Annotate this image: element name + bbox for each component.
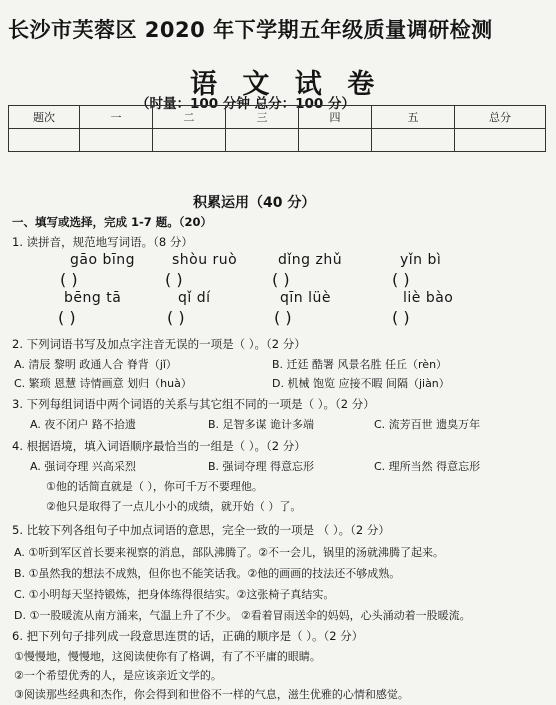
q4-prompt: 4. 根据语境，填入词语顺序最恰当的一组是（ ）。（2 分） xyxy=(12,439,306,453)
pinyin-item: qīn lüè xyxy=(280,290,331,306)
q1-prompt: 1. 读拼音，规范地写词语。（8 分） xyxy=(12,235,193,249)
answer-bracket[interactable]: ( ) xyxy=(167,308,185,327)
exam-title: 长沙市芙蓉区 2020 年下学期五年级质量调研检测 xyxy=(8,18,493,42)
pinyin-item: shòu ruò xyxy=(172,252,238,268)
score-header-cell: 三 xyxy=(226,106,299,129)
score-table-header-row xyxy=(9,106,546,129)
q4-option-b[interactable]: B. 强词夺理 得意忘形 xyxy=(208,460,315,473)
pinyin-item: liè bào xyxy=(403,290,454,306)
score-header-cell: 总分 xyxy=(455,106,546,129)
q4-option-a[interactable]: A. 强词夺理 兴高采烈 xyxy=(30,460,136,473)
score-cell[interactable] xyxy=(80,129,153,152)
score-cell[interactable] xyxy=(153,129,226,152)
score-cell[interactable] xyxy=(372,129,455,152)
q4-sentence-1: ①他的话简直就是（ ），你可千万不要理他。 xyxy=(46,480,263,493)
q6-sentence-3: ③阅读那些经典和杰作，你会得到和世俗不一样的气息，滋生优雅的心情和感觉。 xyxy=(14,688,409,701)
q2-option-c[interactable]: C. 繁琐 恩慧 诗情画意 划归（huà） xyxy=(14,377,192,390)
answer-bracket[interactable]: ( ) xyxy=(392,270,410,289)
score-header-cell: 五 xyxy=(372,106,455,129)
answer-bracket[interactable]: ( ) xyxy=(58,308,76,327)
score-table xyxy=(8,105,546,152)
q3-option-a[interactable]: A. 夜不闭户 路不拾遗 xyxy=(30,418,136,431)
score-header-cell: 四 xyxy=(299,106,372,129)
q3-option-c[interactable]: C. 流芳百世 遗臭万年 xyxy=(374,418,481,431)
q4-sentence-2: ②他只是取得了一点儿小小的成绩，就开始（ ）了。 xyxy=(46,500,302,513)
answer-bracket[interactable]: ( ) xyxy=(274,308,292,327)
q3-prompt: 3. 下列每组词语中两个词语的关系与其它组不同的一项是（ ）。（2 分） xyxy=(12,397,375,411)
q5-option-d[interactable]: D. ①一股暖流从南方涌来，气温上升了不少。 ②看着冒雨送伞的妈妈，心头涌动着一股暖流。 xyxy=(14,609,471,622)
q5-option-b[interactable]: B. ①虽然我的想法不成熟，但你也不能笑话我。②他的画画的技法还不够成熟。 xyxy=(14,567,401,580)
pinyin-item: dǐng zhǔ xyxy=(278,252,343,268)
q3-option-b[interactable]: B. 足智多谋 诡计多端 xyxy=(208,418,315,431)
pinyin-item: qǐ dí xyxy=(178,290,211,306)
q4-option-c[interactable]: C. 理所当然 得意忘形 xyxy=(374,460,481,473)
pinyin-item: bēng tā xyxy=(64,290,122,306)
q6-sentence-2: ②一个希望优秀的人，是应该亲近文学的。 xyxy=(14,669,222,682)
score-header-cell: 题次 xyxy=(9,106,80,129)
exam-meta: （时量：100 分钟 总分：100 分） xyxy=(136,96,355,112)
q2-option-d[interactable]: D. 机械 饱览 应接不暇 间隔（jiàn） xyxy=(272,377,450,390)
score-table-blank-row xyxy=(9,129,546,152)
q5-option-c[interactable]: C. ①小明每天坚持锻炼，把身体练得很结实。②这张椅子真结实。 xyxy=(14,588,335,601)
question-group-heading: 一、填写或选择，完成 1-7 题。（20） xyxy=(12,215,213,229)
score-cell[interactable] xyxy=(299,129,372,152)
q5-option-a[interactable]: A. ①听到军区首长要来视察的消息，部队沸腾了。②不一会儿，锅里的汤就沸腾了起来。 xyxy=(14,546,445,559)
score-cell[interactable] xyxy=(455,129,546,152)
subject-title: 语 文 试 卷 xyxy=(190,69,383,100)
q2-prompt: 2. 下列词语书写及加点字注音无误的一项是（ ）。（2 分） xyxy=(12,337,306,351)
answer-bracket[interactable]: ( ) xyxy=(272,270,290,289)
answer-bracket[interactable]: ( ) xyxy=(392,308,410,327)
pinyin-item: gāo bīng xyxy=(70,252,136,268)
answer-bracket[interactable]: ( ) xyxy=(60,270,78,289)
q6-sentence-1: ①慢慢地，慢慢地，这阅读使你有了格调，有了不平庸的眼睛。 xyxy=(14,650,321,663)
score-header-cell: 一 xyxy=(80,106,153,129)
score-cell[interactable] xyxy=(9,129,80,152)
q2-option-b[interactable]: B. 迁廷 酷署 风景名胜 任丘（rèn） xyxy=(272,358,448,371)
q5-prompt: 5. 比较下列各组句子中加点词语的意思，完全一致的一项是 （ ）。（2 分） xyxy=(12,523,390,537)
q6-prompt: 6. 把下列句子排列成一段意思连贯的话，正确的顺序是（ ）。（2 分） xyxy=(12,629,364,643)
score-cell[interactable] xyxy=(226,129,299,152)
section-title: 积累运用（40 分） xyxy=(193,195,316,211)
score-header-cell: 二 xyxy=(153,106,226,129)
q2-option-a[interactable]: A. 清辰 黎明 政通人合 脊背（jǐ） xyxy=(14,358,177,371)
pinyin-item: yǐn bì xyxy=(400,252,442,268)
answer-bracket[interactable]: ( ) xyxy=(165,270,183,289)
